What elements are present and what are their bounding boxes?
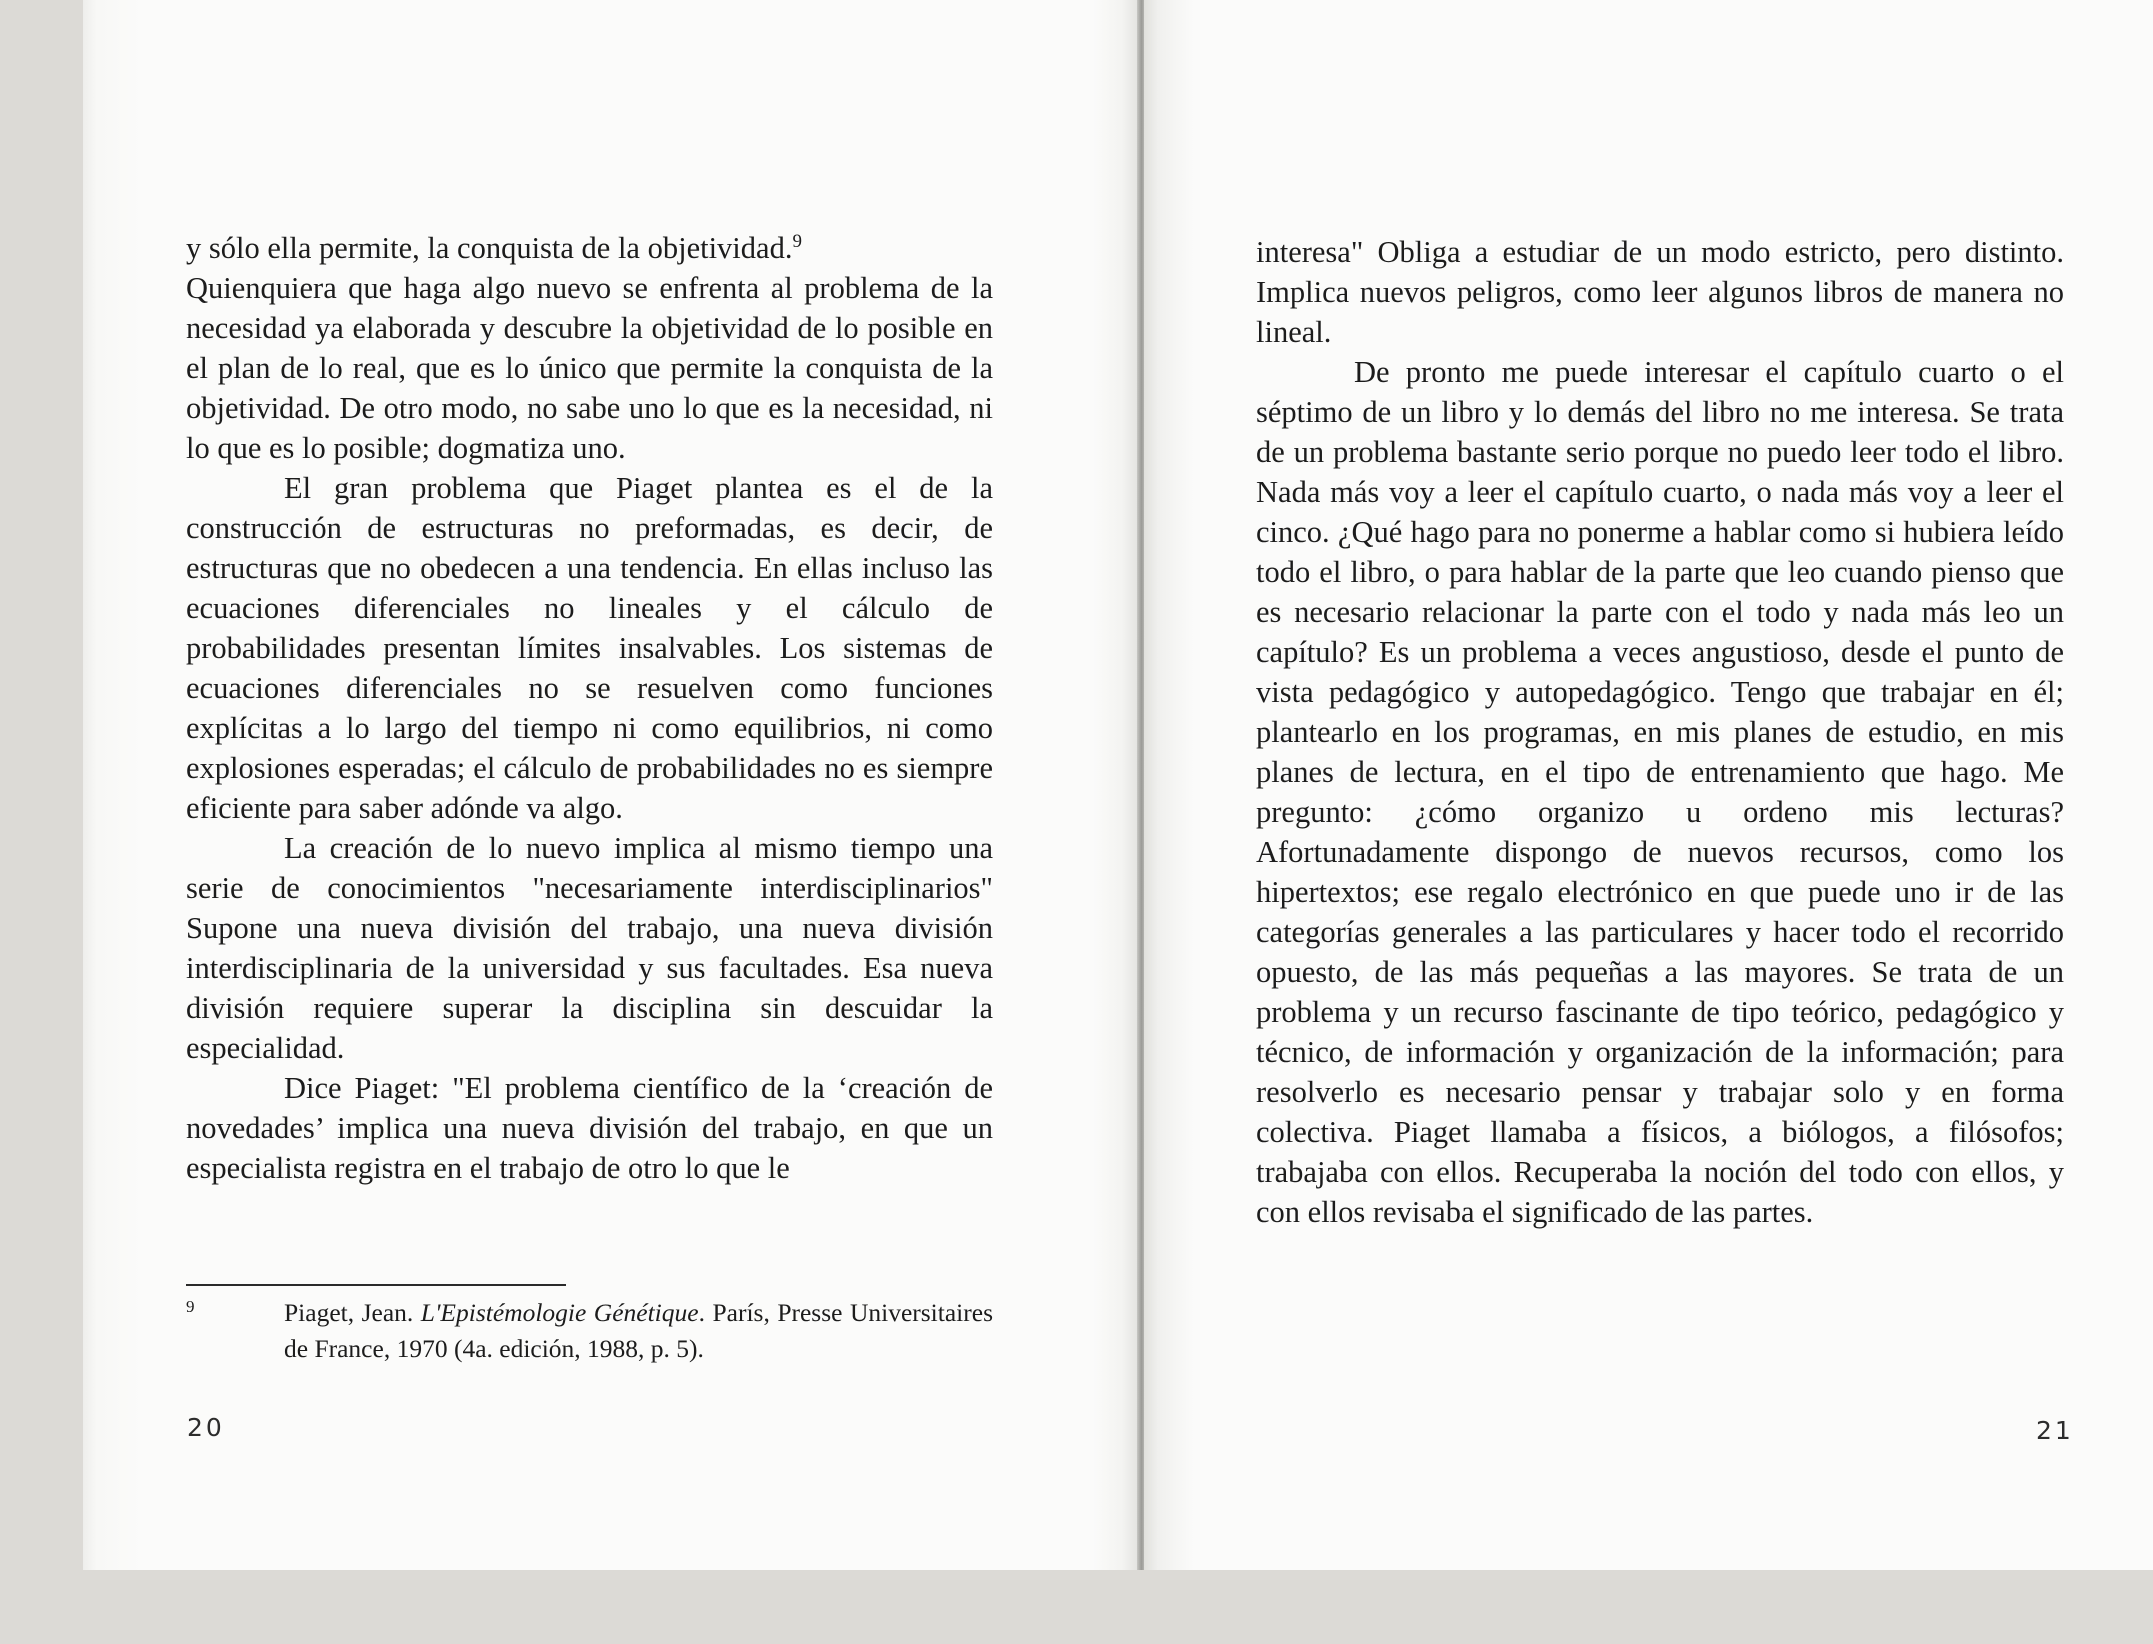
footnote-title: L'Epistémologie Génétique <box>420 1298 699 1327</box>
footnote-mark: 9 <box>186 1297 195 1316</box>
left-paragraph-1-text: y sólo ella permite, la conquista de la objetividad. <box>186 231 793 265</box>
footnote-reference: 9 <box>792 230 802 252</box>
right-page-number: 21 <box>2036 1416 2074 1445</box>
footnote-author: Piaget, Jean. <box>284 1298 414 1327</box>
left-page-number: 20 <box>187 1413 225 1442</box>
footnote-divider <box>186 1284 566 1286</box>
left-paragraph-3: El gran problema que Piaget plantea es el de la construcción de estructuras no preformadas, es decir, de estructuras que no obedecen a una tendencia. En ellas incluso las ecuaciones diferenciales no lineales y el cálculo de probabilidades presentan límites insalvables. Los sistemas de ecuaciones diferenciales no se resuelven como funciones explícitas a lo largo del tiempo ni como equilibrios, ni como explosiones esperadas; el cálculo de probabilidades no es siempre eficiente para saber adónde va algo. <box>186 471 993 825</box>
right-page-text <box>1256 232 2064 1232</box>
footnote <box>186 1295 993 1367</box>
left-page-text <box>186 228 993 1188</box>
footnote-text <box>284 1295 993 1367</box>
left-paragraph-4: La creación de lo nuevo implica al mismo tiempo una serie de conocimientos "necesariamente interdisciplinarios" Supone una nueva división del trabajo, una nueva división interdisciplinaria de la universidad y sus facultades. Esa nueva división requiere superar la disciplina sin descuidar la especialidad. <box>186 831 993 1065</box>
right-paragraph-1: interesa" Obliga a estudiar de un modo estricto, pero distinto. Implica nuevos peligros, como leer algunos libros de manera no lineal. <box>1256 235 2064 349</box>
left-paragraph-2: Quienquiera que haga algo nuevo se enfrenta al problema de la necesidad ya elaborada y descubre la objetividad de lo posible en el plan de lo real, que es lo único que permite la conquista de la objetividad. De otro modo, no sabe uno lo que es la necesidad, ni lo que es lo posible; dogmatiza uno. <box>186 271 993 465</box>
footnote-publication: . París, Presse Universitaires de France, 1970 (4a. edición, 1988, p. 5). <box>284 1298 993 1363</box>
left-paragraph-5: Dice Piaget: "El problema científico de la ‘creación de novedades’ implica una nueva división del trabajo, en que un especialista registra en el trabajo de otro lo que le <box>186 1071 993 1185</box>
right-paragraph-2: De pronto me puede interesar el capítulo cuarto o el séptimo de un libro y lo demás del libro no me interesa. Se trata de un problema bastante serio porque no puedo leer todo el libro. Nada más voy a leer el capítulo cuarto, o nada más voy a leer el cinco. ¿Qué hago para no ponerme a hablar como si hubiera leído todo el libro, o para hablar de la parte que leo cuando pienso que es necesario relacionar la parte con el todo y nada más leo un capítulo? Es un problema a veces angustioso, desde el punto de vista pedagógico y autopedagógico. Tengo que trabajar en él; plantearlo en los programas, en mis planes de estudio, en mis planes de lectura, en el tipo de entrenamiento que hago. Me pregunto: ¿cómo organizo u ordeno mis lecturas? Afortunadamente dispongo de nuevos recursos, como los hipertextos; ese regalo electrónico en que puede uno ir de las categorías generales a las particulares y hacer todo el recorrido opuesto, de las más pequeñas a las mayores. Se trata de un problema y un recurso fascinante de tipo teórico, pedagógico y técnico, de información y organización de la información; para resolverlo es necesario pensar y trabajar solo y en forma colectiva. Piaget llamaba a físicos, a biólogos, a filósofos; trabajaba con ellos. Recuperaba la noción del todo con ellos, y con ellos revisaba el significado de las partes. <box>1256 355 2064 1229</box>
left-paragraph-1 <box>186 228 993 268</box>
